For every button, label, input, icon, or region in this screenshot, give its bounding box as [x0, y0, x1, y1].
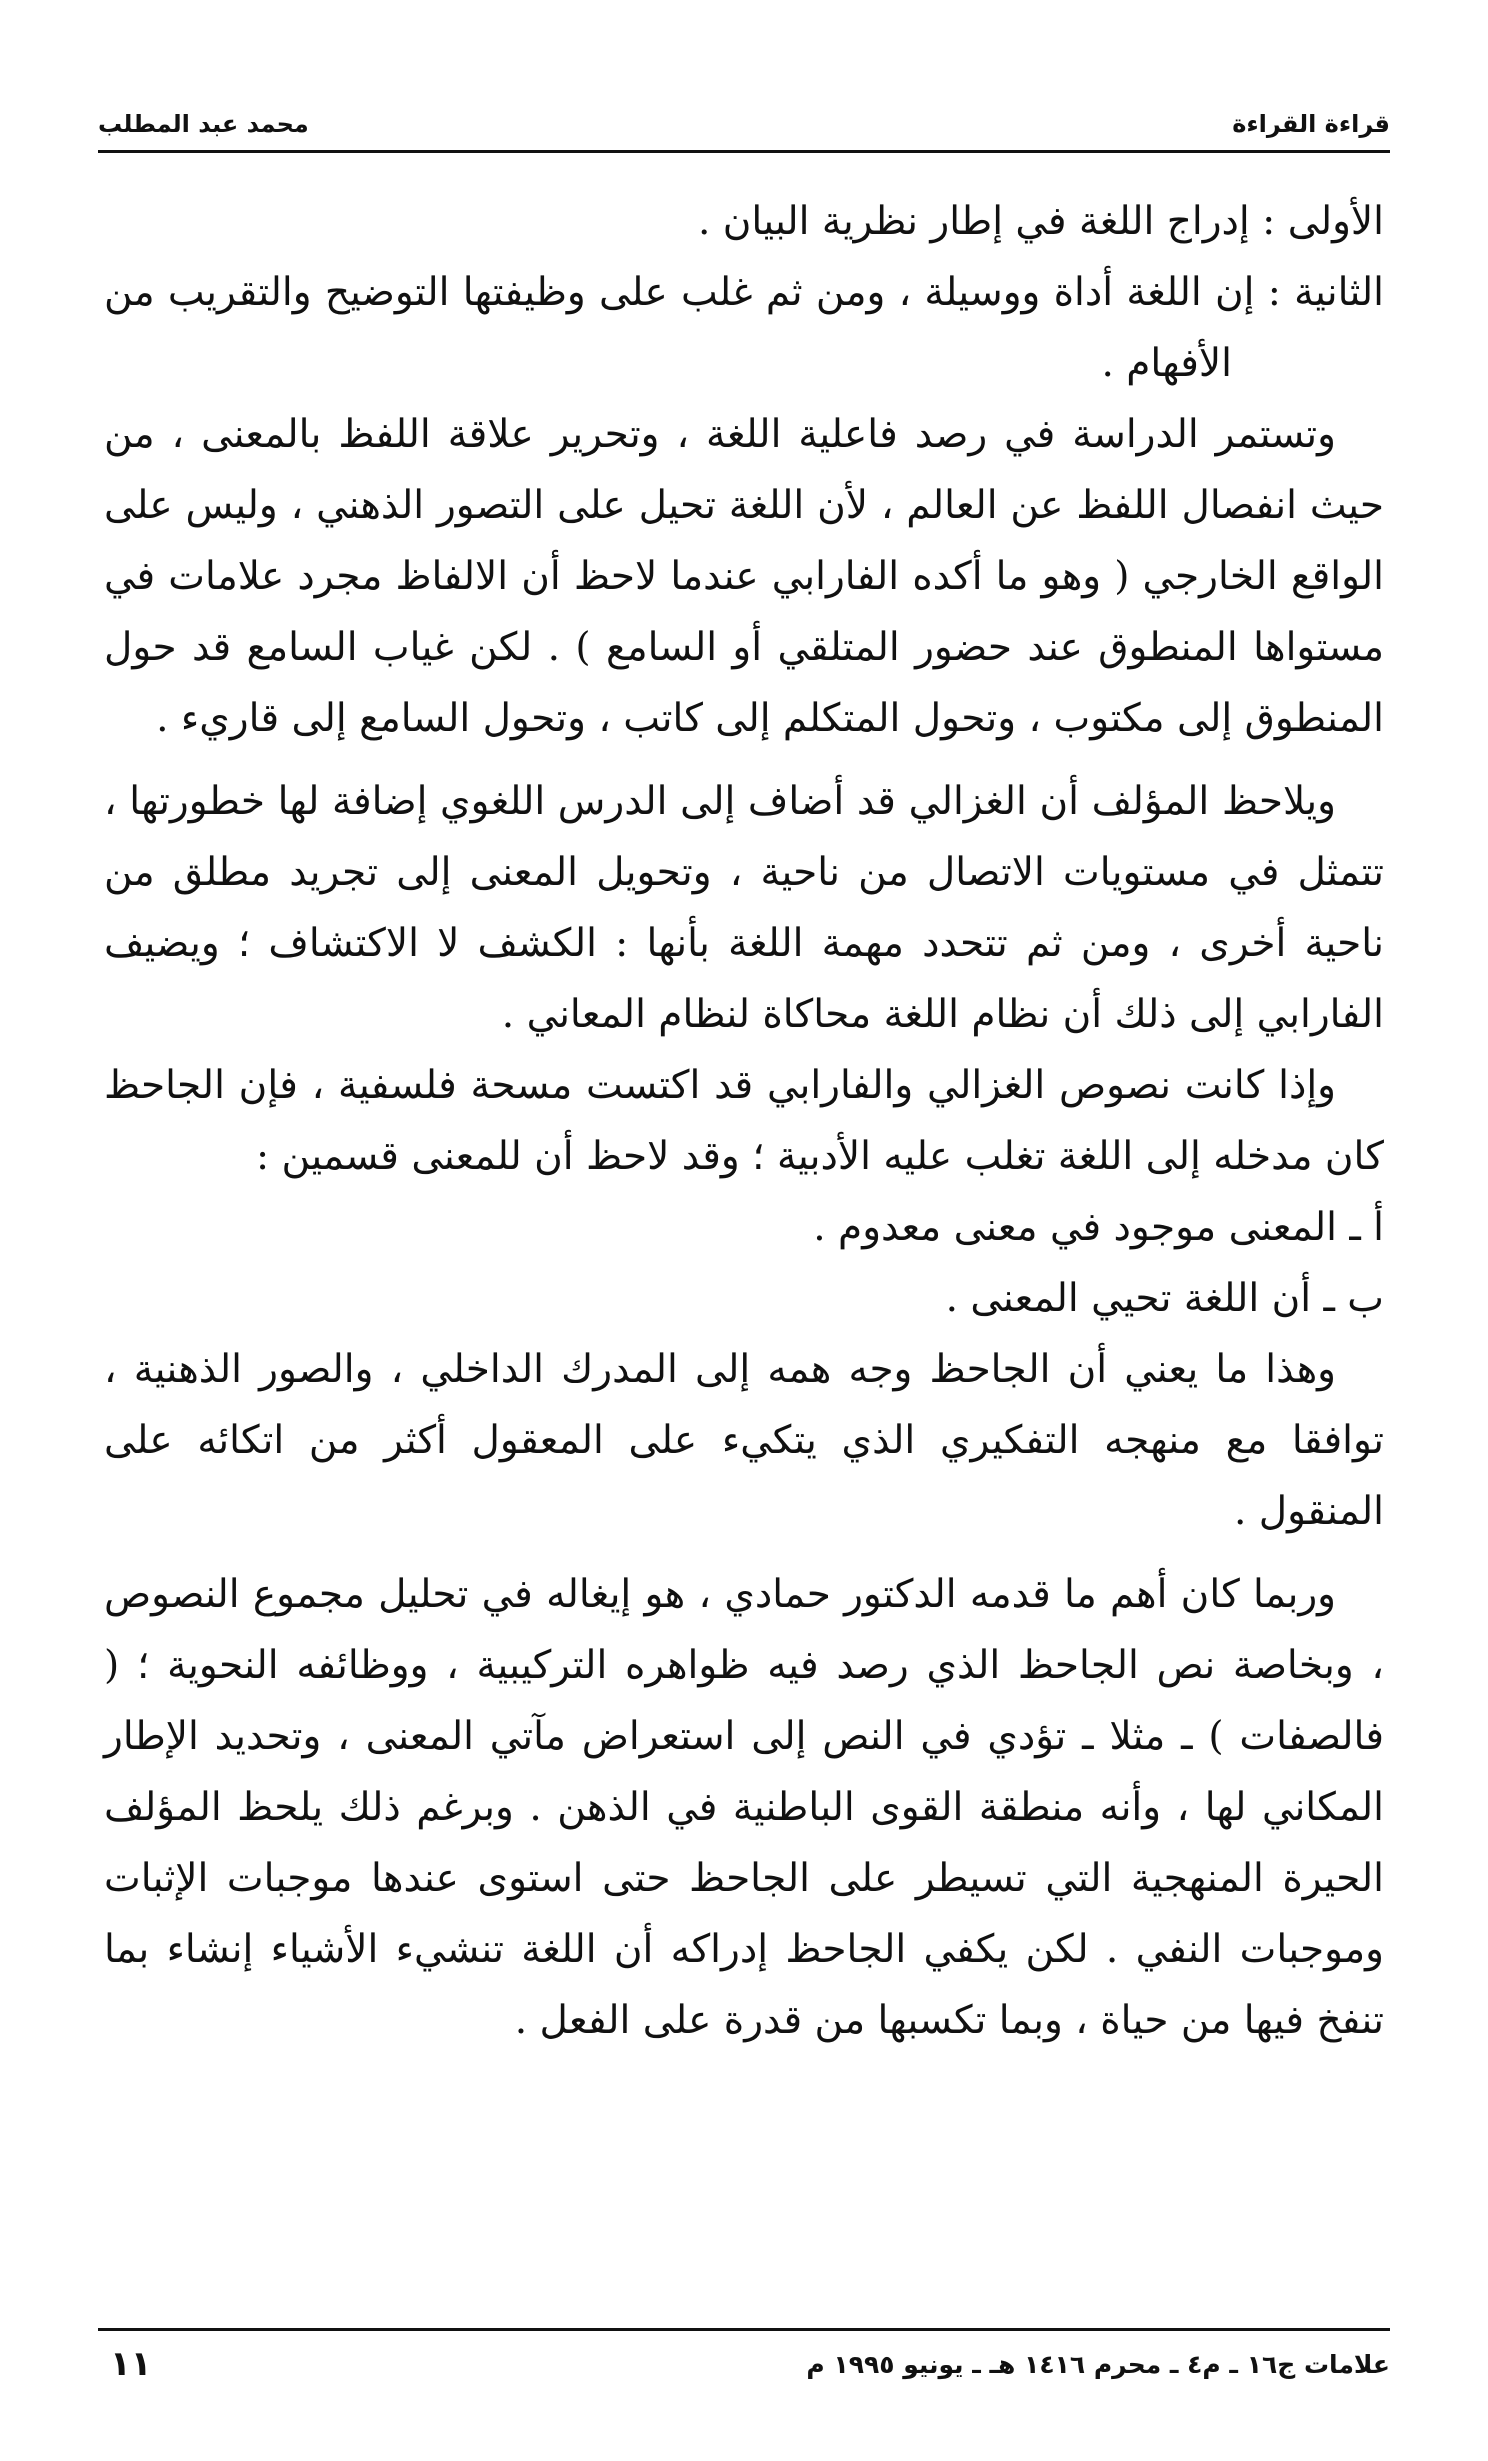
footer-rule	[98, 2328, 1390, 2331]
paragraph-word-meaning: وتستمر الدراسة في رصد فاعلية اللغة ، وتحرير علاقة اللفظ بالمعنى ، من حيث انفصال اللفظ عن العالم ، لأن اللغة تحيل على التصور الذهني ، وليس على الواقع الخارجي ( وهو ما أكده الفارابي عندما لاحظ أن الالفاظ مجرد علامات في مستواها المنطوق عند حضور المتلقي أو السامع ) . لكن غياب السامع قد حول المنطوق إلى مكتوب ، وتحول المتكلم إلى كاتب ، وتحول السامع إلى قاريء .	[104, 412, 1384, 741]
paragraph-jahiz-method: وهذا ما يعني أن الجاحظ وجه همه إلى المدرك الداخلي ، والصور الذهنية ، توافقا مع منهجه التفكيري الذي يتكيء على المعقول أكثر من اتكائه على المنقول .	[104, 1347, 1384, 1534]
header-book-title: قراءة القراءة	[1232, 110, 1390, 138]
header-author-name: محمد عبد المطلب	[98, 110, 309, 138]
paragraph-jahiz-intro: وإذا كانت نصوص الغزالي والفارابي قد اكتست مسحة فلسفية ، فإن الجاحظ كان مدخله إلى اللغة تغلب عليه الأدبية ؛ وقد لاحظ أن للمعنى قسمين :	[104, 1063, 1384, 1179]
body-text	[104, 186, 1384, 2296]
paragraph-first-premise: الأولى : إدراج اللغة في إطار نظرية البيان .	[697, 199, 1384, 244]
footer-citation: علامات ج١٦ ـ م٤ ـ محرم ١٤١٦ هـ ـ يونيو ١٩٩٥ م	[806, 2349, 1390, 2379]
paragraph-hammadi: وربما كان أهم ما قدمه الدكتور حمادي ، هو إيغاله في تحليل مجموع النصوص ، وبخاصة نص الجاحظ الذي رصد فيه ظواهره التركيبية ، ووظائفه النحوية ؛ ( فالصفات ) ـ مثلا ـ تؤدي في النص إلى استعراض مآتي المعنى ، وتحديد الإطار المكاني لها ، وأنه منطقة القوى الباطنية في الذهن . وبرغم ذلك يلحظ المؤلف الحيرة المنهجية التي تسيطر على الجاحظ حتى استوى عندها موجبات الإثبات وموجبات النفي . لكن يكفي الجاحظ إدراكه أن اللغة تنشيء الأشياء إنشاء بما تنفخ فيها من حياة ، وبما تكسبها من قدرة على الفعل .	[104, 1572, 1384, 2043]
running-footer	[110, 2342, 1390, 2386]
paragraph-second-premise: الثانية : إن اللغة أداة ووسيلة ، ومن ثم غلب على وظيفتها التوضيح والتقريب من الأفهام .	[104, 270, 1384, 386]
list-item-b: ب ـ أن اللغة تحيي المعنى .	[945, 1276, 1384, 1321]
running-header	[98, 104, 1390, 144]
paragraph-ghazali: ويلاحظ المؤلف أن الغزالي قد أضاف إلى الدرس اللغوي إضافة لها خطورتها ، تتمثل في مستويات الاتصال من ناحية ، وتحويل المعنى إلى تجريد مطلق من ناحية أخرى ، ومن ثم تتحدد مهمة اللغة بأنها : الكشف لا الاكتشاف ؛ ويضيف الفارابي إلى ذلك أن نظام اللغة محاكاة لنظام المعاني .	[104, 779, 1384, 1037]
list-item-a: أ ـ المعنى موجود في معنى معدوم .	[813, 1205, 1384, 1250]
page-number: ١١	[110, 2344, 152, 2384]
header-rule	[98, 150, 1390, 153]
